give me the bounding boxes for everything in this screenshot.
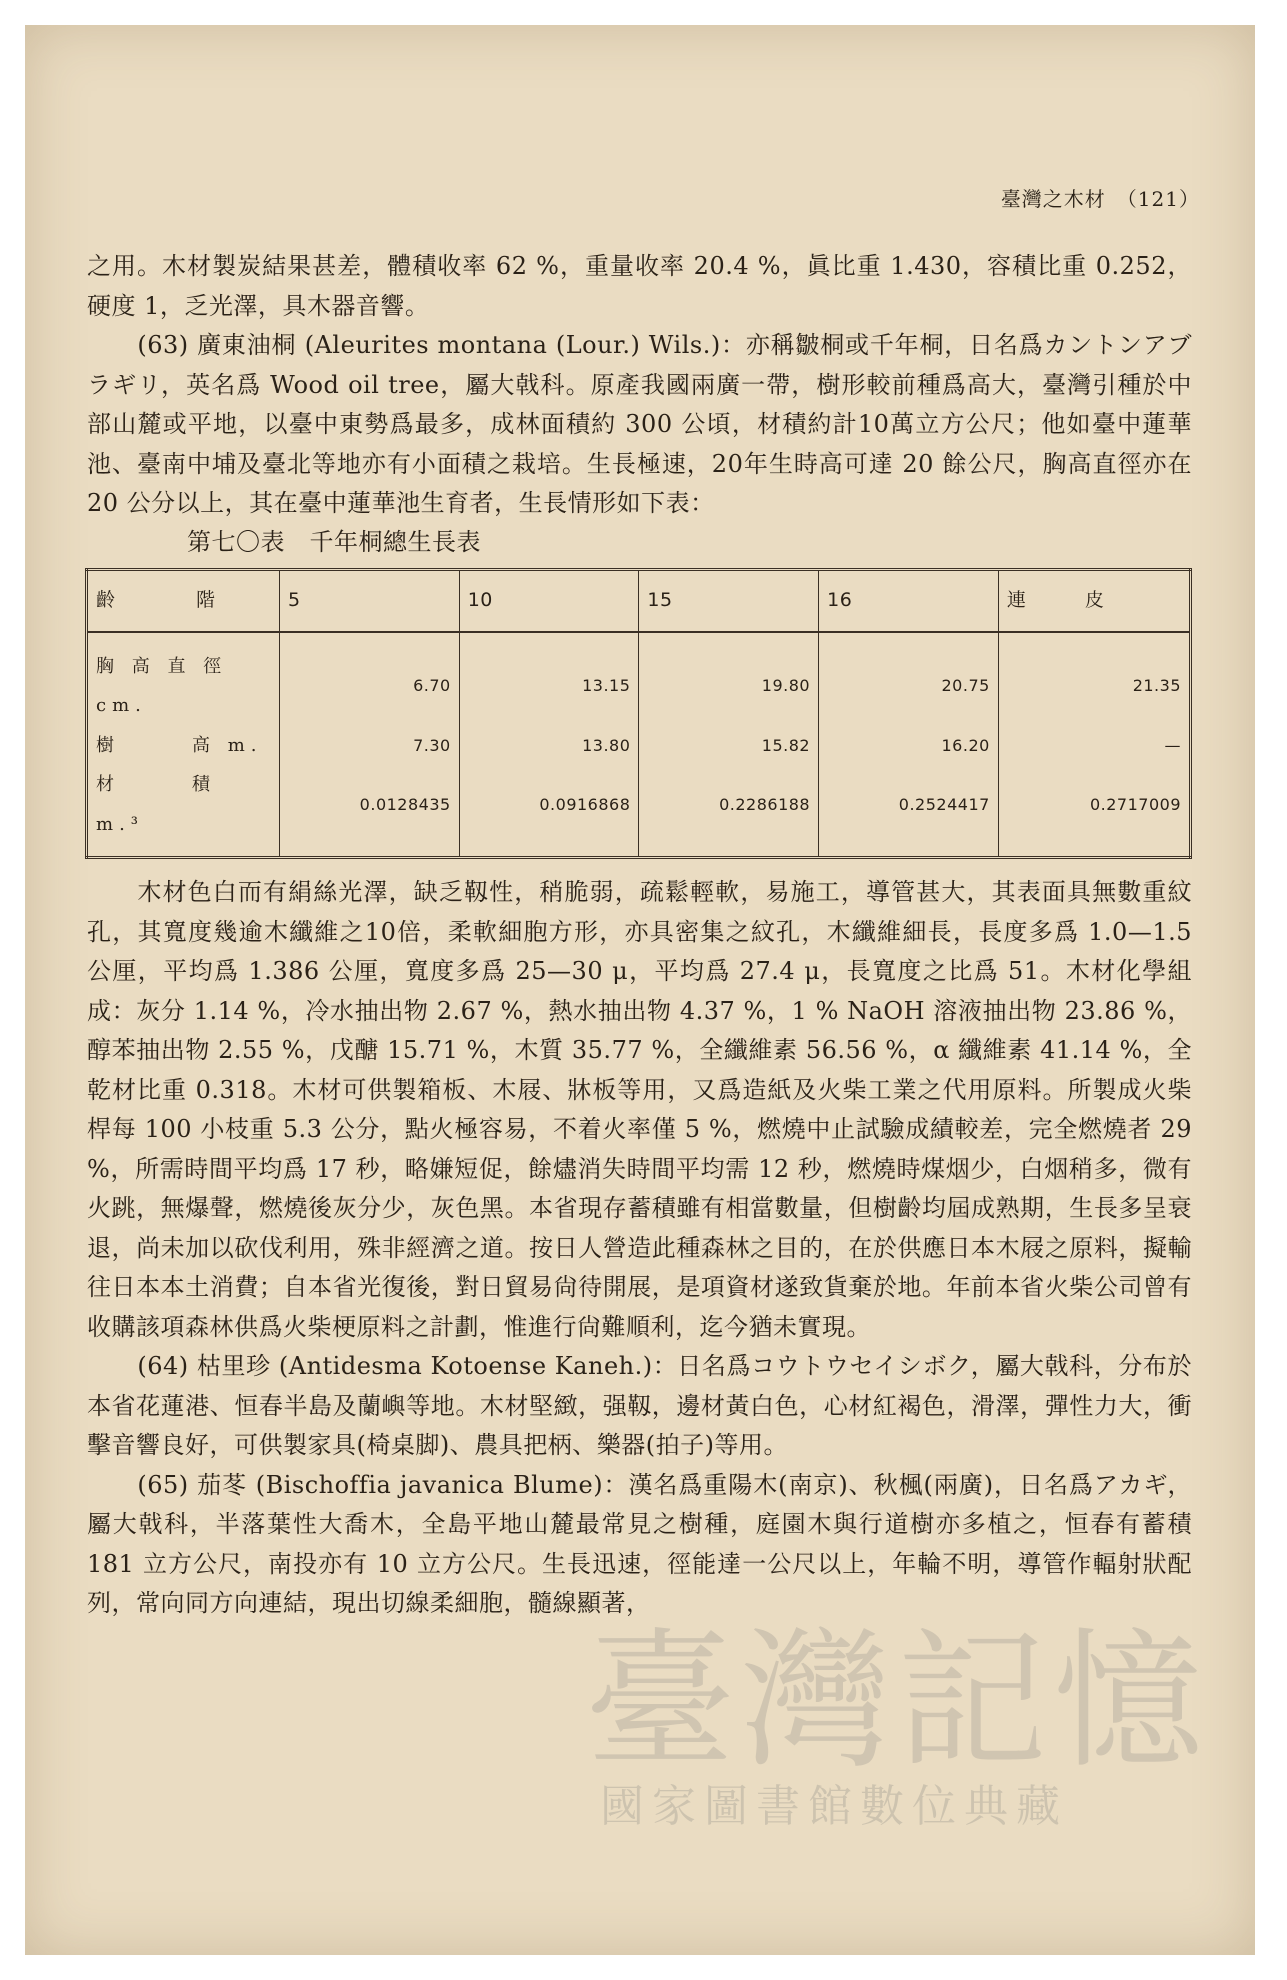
paragraph-aleurites-montana: (63) 廣東油桐 (Aleurites montana (Lour.) Wils.)：亦稱皺桐或千年桐，日名爲カントンアブラギリ，英名爲 Wood oil tree，屬大戟科。原產我國兩廣一帶，樹形較前種爲高大，臺灣引種於中部山麓或平地，以臺中東勢爲最多，成林面積約 300 公頃，材積約計10萬立方公尺；他如臺中蓮華池、臺南中埔及臺北等地亦有小面積之栽培。生長極速，20年生時高可達 20 餘公尺，胸高直徑亦在 20 公分以上，其在臺中蓮華池生育者，生長情形如下表：	[87, 331, 1192, 517]
row-label: 胸 高 直 徑 cm.	[87, 632, 280, 726]
watermark-logo: 臺灣記憶	[585, 1615, 1210, 1789]
table-cell: 0.2286188	[639, 765, 819, 858]
table-header-bark: 連 皮	[998, 569, 1190, 632]
table-row	[87, 632, 1191, 726]
table-cell: 15.82	[639, 726, 819, 766]
table-cell: 0.2717009	[998, 765, 1190, 858]
table-header-cell: 5	[280, 569, 460, 632]
table-header-cell: 10	[459, 569, 639, 632]
watermark-text: 國家圖書館數位典藏	[600, 1781, 1068, 1832]
table-row	[87, 765, 1191, 858]
running-header: 臺灣之木材 （121）	[1000, 187, 1200, 211]
table-cell: 20.75	[819, 632, 999, 726]
page-content	[87, 247, 1192, 1624]
paragraph-charcoal-results: 之用。木材製炭結果甚差，體積收率 62 %，重量收率 20.4 %，眞比重 1.430，容積比重 0.252，硬度 1，乏光澤，具木器音響。	[87, 252, 1192, 320]
paragraph-antidesma: (64) 枯里珍 (Antidesma Kotoense Kaneh.)：日名爲コウトウセイシボク，屬大戟科，分布於本省花蓮港、恒春半島及蘭嶼等地。木材堅緻，强靱，邊材黃白色，心材紅褐色，滑澤，彈性力大，衝擊音響良好，可供製家具(椅桌脚)、農具把柄、樂器(拍子)等用。	[87, 1352, 1192, 1459]
table-cell: 16.20	[819, 726, 999, 766]
document-page	[25, 25, 1255, 1955]
table-header-row	[87, 569, 1191, 632]
row-label: 樹 高 m.	[87, 726, 280, 766]
table-cell: 13.80	[459, 726, 639, 766]
paragraph-wood-properties: 木材色白而有絹絲光澤，缺乏靱性，稍脆弱，疏鬆輕軟，易施工，導管甚大，其表面具無數重紋孔，其寬度幾逾木纖維之10倍，柔軟細胞方形，亦具密集之紋孔，木纖維細長，長度多爲 1.0—1.5 公厘，平均爲 1.386 公厘，寬度多爲 25—30 μ，平均爲 27.4 μ，長寬度之比爲 51。木材化學組成：灰分 1.14 %，冷水抽出物 2.67 %，熱水抽出物 4.37 %，1 % NaOH 溶液抽出物 23.86 %，醇苯抽出物 2.55 %，戊醣 15.71 %，木質 35.77 %，全纖維素 56.56 %，α 纖維素 41.14 %，全乾材比重 0.318。木材可供製箱板、木屐、牀板等用，又爲造紙及火柴工業之代用原料。所製成火柴桿每 100 小枝重 5.3 公分，點火極容易，不着火率僅 5 %，燃燒中止試驗成績較差，完全燃燒者 29 %，所需時間平均爲 17 秒，略嫌短促，餘燼消失時間平均需 12 秒，燃燒時煤烟少，白烟稍多，微有火跳，無爆聲，燃燒後灰分少，灰色黑。本省現存蓄積雖有相當數量，但樹齡均屆成熟期，生長多呈衰退，尚未加以砍伐利用，殊非經濟之道。按日人營造此種森林之目的，在於供應日本木屐之原料，擬輸往日本本土消費；自本省光復後，對日貿易尙待開展，是項資材遂致貨棄於地。年前本省火柴公司曾有收購該項森林供爲火柴梗原料之計劃，惟進行尙難順利，迄今猶未實現。	[87, 878, 1192, 1341]
table-cell: 0.0916868	[459, 765, 639, 858]
growth-table	[85, 568, 1192, 860]
paragraph-bischoffia: (65) 茄苳 (Bischoffia javanica Blume)：漢名爲重陽木(南京)、秋楓(兩廣)，日名爲アカギ，屬大戟科，半落葉性大喬木，全島平地山麓最常見之樹種，庭園木與行道樹亦多植之，恒春有蓄積 181 立方公尺，南投亦有 10 立方公尺。生長迅速，徑能達一公尺以上，年輪不明，導管作輻射狀配列，常向同方向連結，現出切線柔細胞，髓線顯著，	[87, 1470, 1192, 1617]
table-row	[87, 726, 1191, 766]
table-cell: 0.2524417	[819, 765, 999, 858]
table-cell: 19.80	[639, 632, 819, 726]
table-cell: 6.70	[280, 632, 460, 726]
table-cell: 7.30	[280, 726, 460, 766]
table-cell: —	[998, 726, 1190, 766]
table-caption: 第七〇表 千年桐總生長表	[187, 527, 481, 556]
table-header-age: 齡 階	[87, 569, 280, 632]
table-header-cell: 15	[639, 569, 819, 632]
table-header-cell: 16	[819, 569, 999, 632]
row-label: 材 積 m.³	[87, 765, 280, 858]
table-cell: 13.15	[459, 632, 639, 726]
table-cell: 21.35	[998, 632, 1190, 726]
table-cell: 0.0128435	[280, 765, 460, 858]
